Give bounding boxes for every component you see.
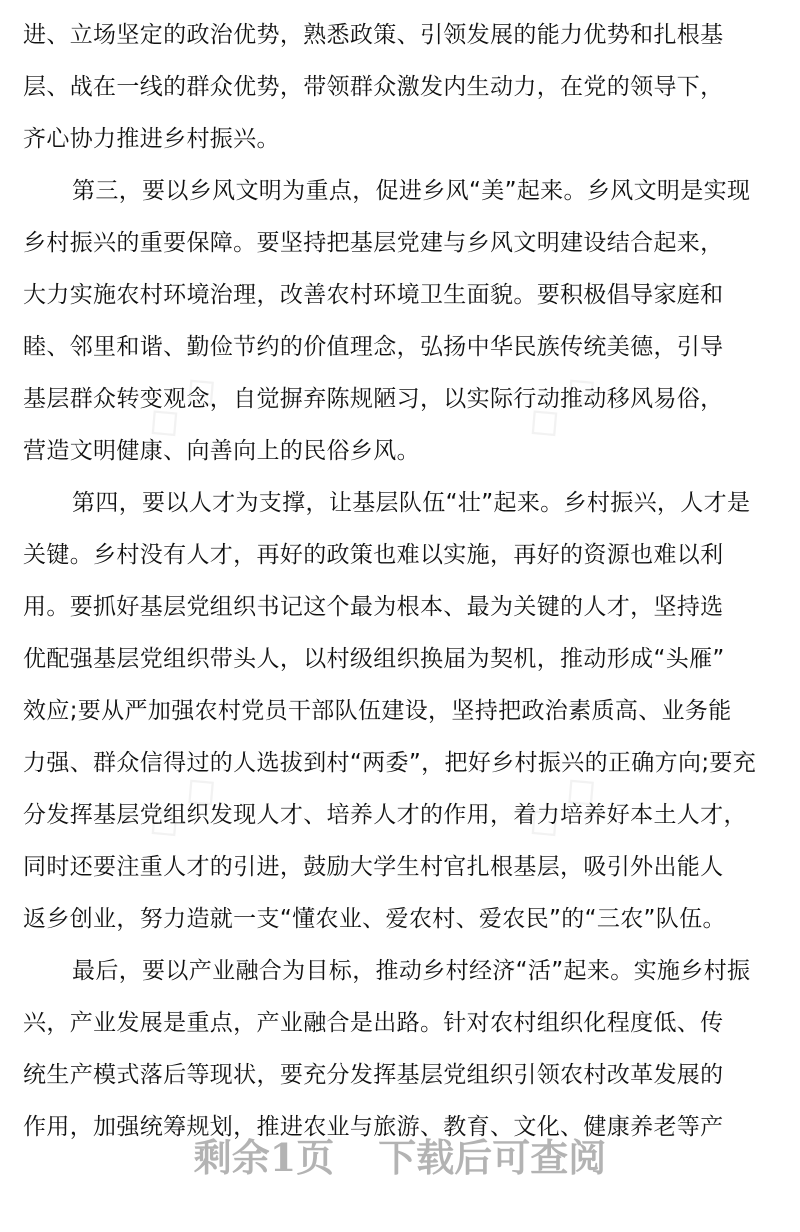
watermark: ◇ ◇ (133, 759, 229, 852)
body-text-line: 分发挥基层党组织发现人才、培养人才的作用，着力培养好本土人才， (23, 802, 747, 828)
body-text-line: 统生产模式落后等现状，要充分发挥基层党组织引领农村改革发展的 (23, 1062, 724, 1088)
watermark: ◇ ◇ (513, 359, 609, 452)
body-text-line: 大力实施农村环境治理，改善农村环境卫生面貌。要积极倡导家庭和 (23, 282, 724, 308)
remaining-pages-label: 剩余1页 (193, 1135, 335, 1180)
download-hint-label: 下载后可查阅 (378, 1135, 607, 1180)
body-text-line: 兴，产业发展是重点，产业融合是出路。针对农村组织化程度低、传 (23, 1010, 724, 1036)
body-text-line: 关键。乡村没有人才，再好的政策也难以实施，再好的资源也难以利 (23, 542, 724, 568)
paragraph-first-line: 最后，要以产业融合为目标，推动乡村经济“活”起来。实施乡村振 (72, 958, 751, 984)
body-text-line: 同时还要注重人才的引进，鼓励大学生村官扎根基层，吸引外出能人 (23, 854, 724, 880)
watermark: ◇ ◇ (513, 759, 609, 852)
body-text-line: 进、立场坚定的政治优势，熟悉政策、引领发展的能力优势和扎根基 (23, 22, 724, 48)
body-text-line: 优配强基层党组织带头人，以村级组织换届为契机，推动形成“头雁” (23, 646, 725, 672)
paragraph-first-line: 第三，要以乡风文明为重点，促进乡风“美”起来。乡风文明是实现 (72, 178, 751, 204)
download-prompt[interactable] (0, 1130, 800, 1186)
body-text-line: 睦、邻里和谐、勤俭节约的价值理念，弘扬中华民族传统美德，引导 (23, 334, 724, 360)
watermark: ◇ ◇ (133, 359, 229, 452)
body-text-line: 用。要抓好基层党组织书记这个最为根本、最为关键的人才，坚持选 (23, 594, 724, 620)
body-text-line: 层、战在一线的群众优势，带领群众激发内生动力，在党的领导下， (23, 74, 724, 100)
body-text-line: 效应;要从严加强农村党员干部队伍建设，坚持把政治素质高、业务能 (23, 698, 732, 724)
body-text-line: 基层群众转变观念，自觉摒弃陈规陋习，以实际行动推动移风易俗， (23, 386, 724, 412)
body-text-line: 力强、群众信得过的人选拔到村“两委”，把好乡村振兴的正确方向;要充 (23, 750, 757, 776)
body-text-line: 乡村振兴的重要保障。要坚持把基层党建与乡风文明建设结合起来， (23, 230, 724, 256)
body-text-line: 齐心协力推进乡村振兴。 (23, 126, 280, 152)
body-text-line: 营造文明健康、向善向上的民俗乡风。 (23, 438, 420, 464)
paragraph-first-line: 第四，要以人才为支撑，让基层队伍“壮”起来。乡村振兴，人才是 (72, 490, 751, 516)
body-text-line: 返乡创业，努力造就一支“懂农业、爱农村、爱农民”的“三农”队伍。 (23, 906, 726, 932)
body-text-line: 作用，加强统筹规划，推进农业与旅游、教育、文化、健康养老等产 (23, 1114, 724, 1140)
